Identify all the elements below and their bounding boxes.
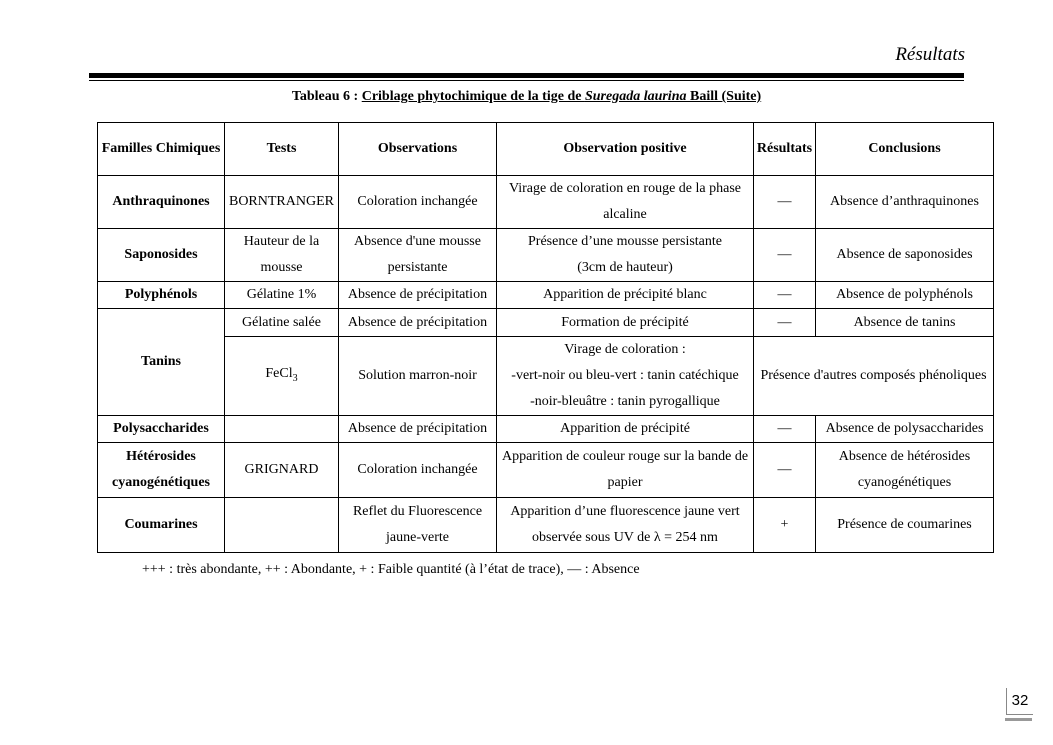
header-conclusions: Conclusions: [816, 123, 994, 176]
table-row: [98, 282, 994, 309]
family-cell: Tanins: [98, 309, 225, 416]
header-observation-positive: Observation positive: [497, 123, 754, 176]
observation-cell: Absence de précipitation: [339, 282, 497, 309]
result-cell: —: [754, 176, 816, 229]
page-header-title: Résultats: [895, 44, 965, 65]
table-row: [98, 416, 994, 443]
page-number: 32: [1006, 688, 1033, 715]
header-familles: Familles Chimiques: [98, 123, 225, 176]
table-row: [98, 443, 994, 498]
conclusion-cell: Absence de tanins: [816, 309, 994, 337]
caption-title: Criblage phytochimique de la tige de Suregada laurina Baill (Suite): [361, 89, 762, 104]
positive-cell: Formation de précipité: [497, 309, 754, 337]
conclusion-cell: Absence de hétérosides cyanogénétiques: [816, 443, 994, 498]
test-cell: Hauteur de la mousse: [225, 229, 339, 282]
table-caption: [0, 89, 1053, 105]
observation-cell: Absence d'une mousse persistante: [339, 229, 497, 282]
table-legend: +++ : très abondante, ++ : Abondante, + : Faible quantité (à l’état de trace), — : Absence: [142, 562, 640, 577]
table-row: [98, 176, 994, 229]
header-tests: Tests: [225, 123, 339, 176]
result-cell: —: [754, 282, 816, 309]
observation-cell: Reflet du Fluorescence jaune-verte: [339, 498, 497, 553]
conclusion-cell: Absence d’anthraquinones: [816, 176, 994, 229]
positive-cell: Virage de coloration en rouge de la phase alcaline: [497, 176, 754, 229]
positive-cell: Virage de coloration : -vert-noir ou bleu-vert : tanin catéchique -noir-bleuâtre : tanin pyrogallique: [497, 337, 754, 416]
conclusion-cell: Absence de polysaccharides: [816, 416, 994, 443]
test-cell: GRIGNARD: [225, 443, 339, 498]
caption-prefix: Tableau 6 :: [291, 89, 362, 104]
header-resultats: Résultats: [754, 123, 816, 176]
table-row: [98, 229, 994, 282]
caption-species: Suregada laurina: [584, 89, 687, 104]
positive-cell: Présence d’une mousse persistante (3cm de hauteur): [497, 229, 754, 282]
header-observations: Observations: [339, 123, 497, 176]
conclusion-cell: Absence de saponosides: [816, 229, 994, 282]
family-cell: Anthraquinones: [98, 176, 225, 229]
test-cell: BORNTRANGER: [225, 176, 339, 229]
header-rule-thick: [89, 73, 964, 78]
result-cell: —: [754, 443, 816, 498]
positive-cell: Apparition de couleur rouge sur la bande de papier: [497, 443, 754, 498]
conclusion-cell: Présence d'autres composés phénoliques: [754, 337, 994, 416]
observation-cell: Absence de précipitation: [339, 416, 497, 443]
family-cell: Hétérosides cyanogénétiques: [98, 443, 225, 498]
family-cell: Saponosides: [98, 229, 225, 282]
table-row: [98, 309, 994, 337]
result-cell: —: [754, 309, 816, 337]
observation-cell: Coloration inchangée: [339, 443, 497, 498]
table-row: [98, 498, 994, 553]
test-cell: [225, 416, 339, 443]
family-cell: Polysaccharides: [98, 416, 225, 443]
positive-cell: Apparition de précipité: [497, 416, 754, 443]
result-cell: +: [754, 498, 816, 553]
table-header-row: [98, 123, 994, 176]
conclusion-cell: Présence de coumarines: [816, 498, 994, 553]
table-row: [98, 337, 994, 416]
test-cell: Gélatine salée: [225, 309, 339, 337]
observation-cell: Absence de précipitation: [339, 309, 497, 337]
positive-cell: Apparition d’une fluorescence jaune vert observée sous UV de λ = 254 nm: [497, 498, 754, 553]
header-rule-thin: [89, 80, 964, 81]
family-cell: Polyphénols: [98, 282, 225, 309]
conclusion-cell: Absence de polyphénols: [816, 282, 994, 309]
observation-cell: Solution marron-noir: [339, 337, 497, 416]
test-cell: [225, 498, 339, 553]
result-cell: —: [754, 416, 816, 443]
family-cell: Coumarines: [98, 498, 225, 553]
phytochemical-table: [97, 122, 994, 553]
test-cell: FeCl$_3$: [225, 337, 339, 416]
positive-cell: Apparition de précipité blanc: [497, 282, 754, 309]
result-cell: —: [754, 229, 816, 282]
test-cell: Gélatine 1%: [225, 282, 339, 309]
observation-cell: Coloration inchangée: [339, 176, 497, 229]
page-number-bar: [1005, 718, 1032, 721]
